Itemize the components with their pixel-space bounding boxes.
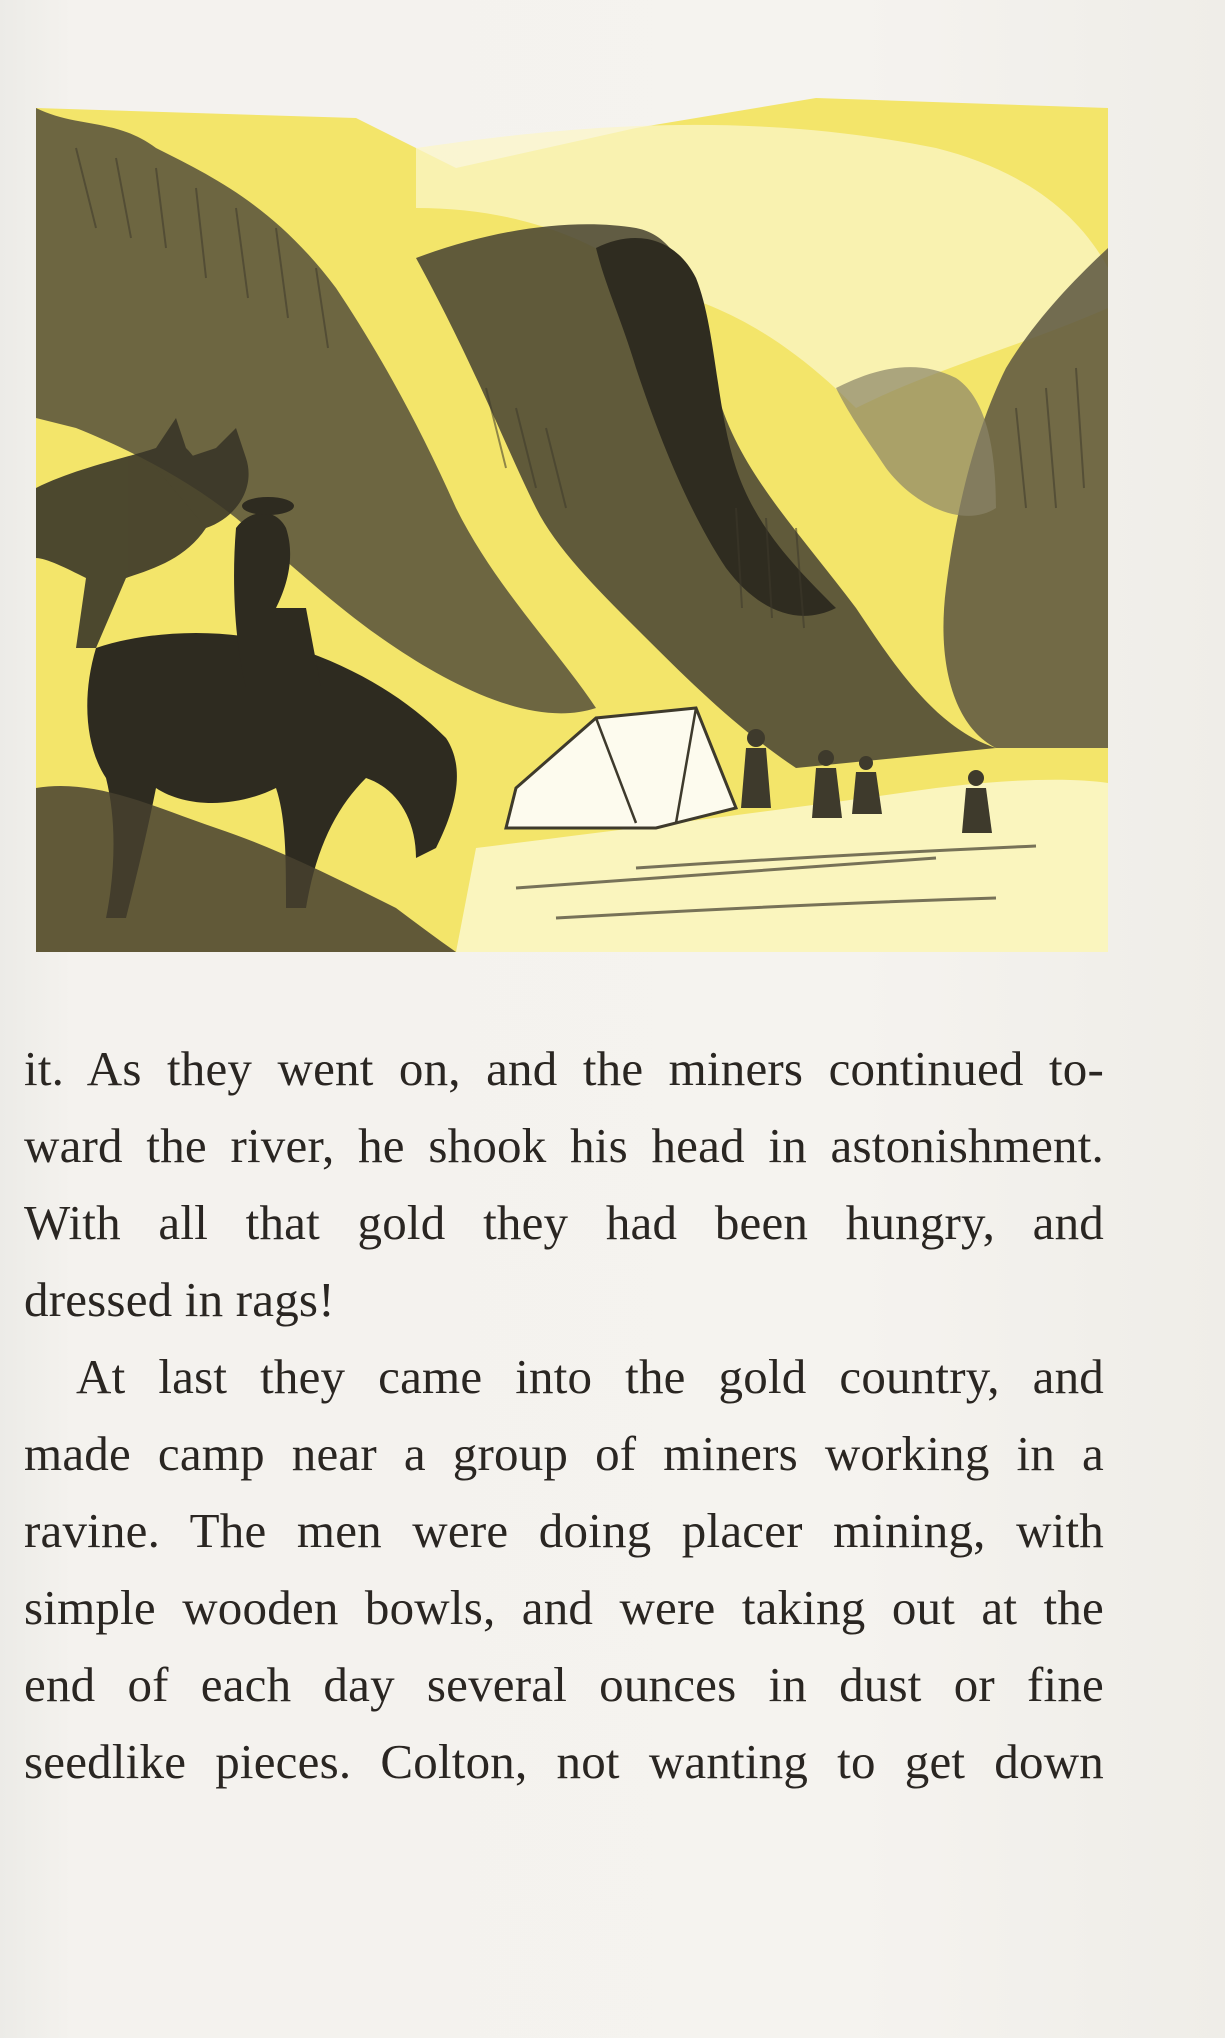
illustration-canvas: [36, 88, 1108, 952]
text-line: ward the river, he shook his head in astonishment.: [24, 1118, 1104, 1173]
text-line: it. As they went on, and the miners continued to-: [24, 1041, 1104, 1096]
paragraph-2: [24, 1338, 1104, 1800]
body-text: [24, 1030, 1104, 1800]
text-line: At last they came into the gold country, and: [76, 1349, 1104, 1404]
text-line: seedlike pieces. Colton, not wanting to get down: [24, 1734, 1104, 1789]
text-line: dressed in rags!: [24, 1272, 335, 1327]
text-line: end of each day several ounces in dust or fine: [24, 1657, 1104, 1712]
text-line: With all that gold they had been hungry, and: [24, 1195, 1104, 1250]
text-line: simple wooden bowls, and were taking out at the: [24, 1580, 1104, 1635]
text-line: made camp near a group of miners working in a: [24, 1426, 1104, 1481]
gold-camp-illustration: [36, 88, 1108, 952]
paragraph-1: [24, 1030, 1104, 1338]
text-line: ravine. The men were doing placer mining, with: [24, 1503, 1104, 1558]
